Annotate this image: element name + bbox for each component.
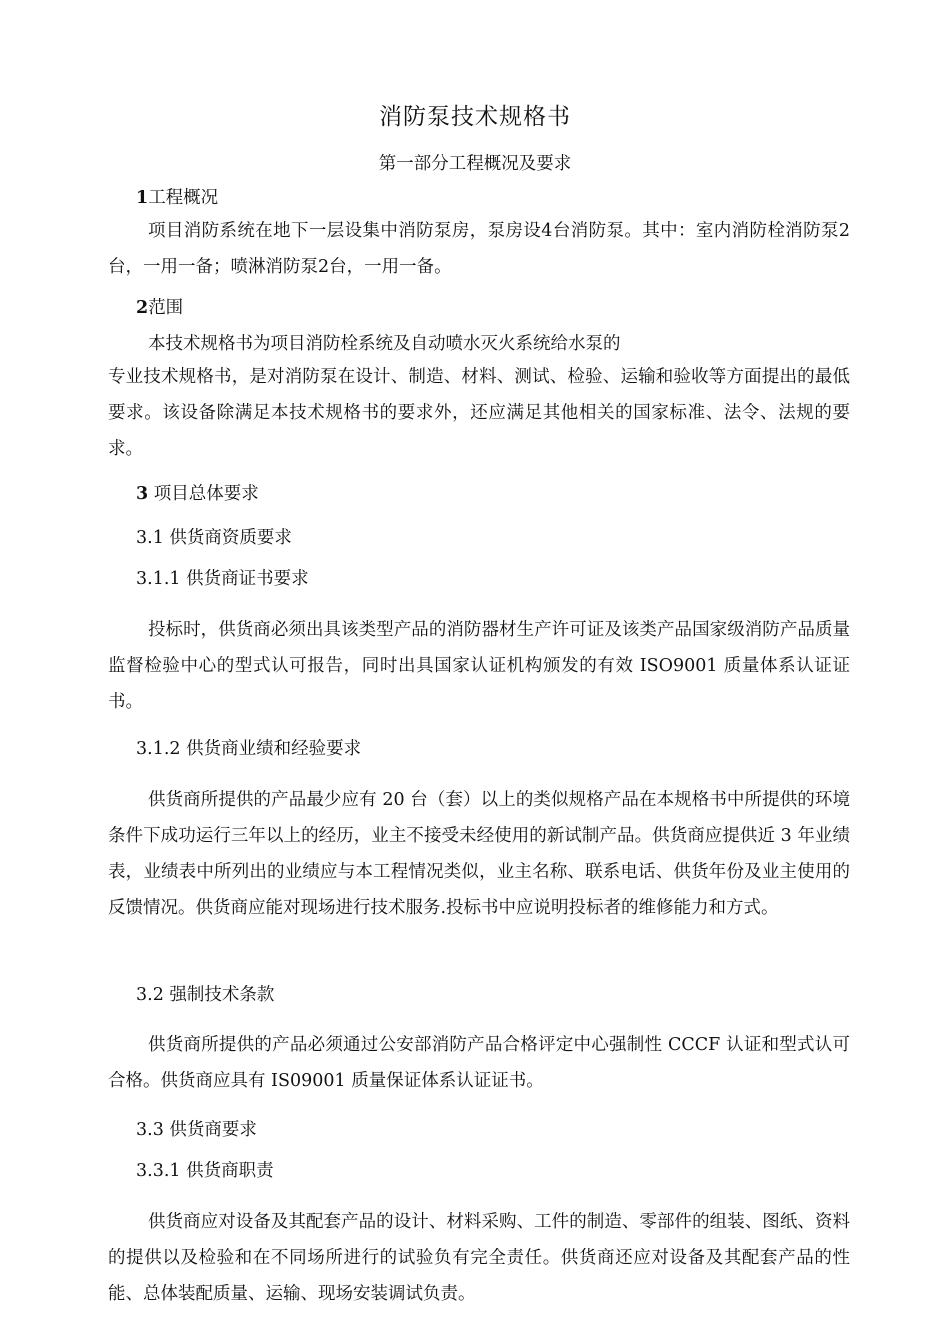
section-label-3: 项目总体要求 [153,484,259,504]
section-number-1: 1 [136,188,149,208]
document-subtitle: 第一部分工程概况及要求 [378,154,572,174]
subsection-3-2-paragraph: 供货商所提供的产品必须通过公安部消防产品合格评定中心强制性 CCCF 认证和型式认可合格。供货商应具有 IS09001 质量保证体系认证证书。 [108,1035,850,1091]
section-2-first-line: 本技术规格书为项目消防栓系统及自动喷水灭火系统给水泵的 [148,334,621,354]
subsection-3-2: 3.2 强制技术条款 [136,985,275,1005]
subsection-3-1: 3.1 供货商资质要求 [136,528,292,548]
subsection-3-3: 3.3 供货商要求 [136,1120,257,1140]
subsection-3-3-1-paragraph: 供货商应对设备及其配套产品的设计、材料采购、工件的制造、零部件的组装、图纸、资料的提供以及检验和在不同场所进行的试验负有完全责任。供货商还应对设备及其配套产品的性能、总体装配质量、运输、现场安装调试负责。 [108,1212,850,1304]
section-2-paragraph: 专业技术规格书，是对消防泵在设计、制造、材料、测试、检验、运输和验收等方面提出的最低要求。该设备除满足本技术规格书的要求外，还应满足其他相关的国家标准、法令、法规的要求。 [108,367,850,459]
subsection-3-1-2-paragraph: 供货商所提供的产品最少应有 20 台（套）以上的类似规格产品在本规格书中所提供的环境条件下成功运行三年以上的经历，业主不接受未经使用的新试制产品。供货商应提供近 3 年业绩表，业绩表中所列出的业绩应与本工程情况类似，业主名称、联系电话、供货年份及业主使用的反馈情况。供货商应能对现场进行技术服务.投标书中应说明投标者的维修能力和方式。 [108,790,850,918]
section-label-1: 工程概况 [148,188,219,208]
subsection-3-1-1-paragraph: 投标时，供货商必须出具该类型产品的消防器材生产许可证及该类产品国家级消防产品质量监督检验中心的型式认可报告，同时出具国家认证机构颁发的有效 ISO9001 质量体系认证证书。 [108,620,850,712]
subsection-3-1-2: 3.1.2 供货商业绩和经验要求 [136,739,362,759]
section-label-2: 范围 [148,298,184,318]
section-number-3: 3 [136,484,149,504]
section-heading-1 [136,184,218,209]
section-heading-2 [136,294,183,319]
subsection-3-3-1: 3.3.1 供货商职责 [136,1161,274,1181]
section-heading-3 [136,480,259,505]
subsection-3-1-1: 3.1.1 供货商证书要求 [136,569,309,589]
document-title: 消防泵技术规格书 [379,104,571,130]
section-1-paragraph: 项目消防系统在地下一层设集中消防泵房，泵房设4台消防泵。其中：室内消防栓消防泵2台，一用一备；喷淋消防泵2台，一用一备。 [108,221,850,277]
section-number-2: 2 [136,298,149,318]
